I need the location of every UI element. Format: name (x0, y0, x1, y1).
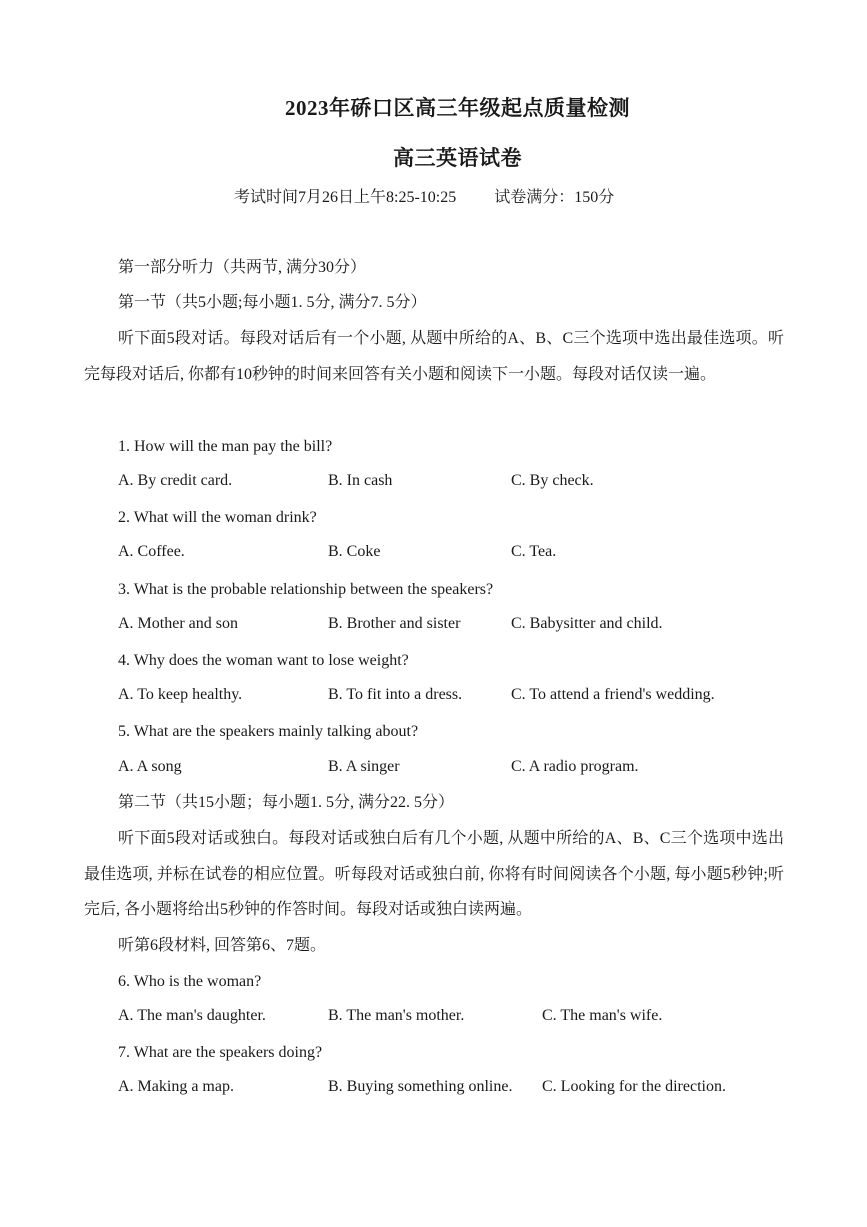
q3-option-b: B. Brother and sister (328, 615, 461, 632)
q4-option-c: C. To attend a friend's wedding. (511, 686, 715, 703)
exam-info (234, 184, 614, 207)
q6-option-c: C. The man's wife. (542, 1007, 663, 1024)
q4-option-a: A. To keep healthy. (118, 686, 243, 703)
question-1: 1. How will the man pay the bill? (118, 438, 333, 455)
question-4: 4. Why does the woman want to lose weight? (118, 652, 409, 669)
section1-instruction: 听下面5段对话。每段对话后有一个小题, 从题中所给的A、B、C三个选项中选出最佳选项。听完每段对话后, 你都有10秒钟的时间来回答有关小题和阅读下一小题。每段对话仅读一遍。 (84, 330, 784, 383)
q3-option-a: A. Mother and son (118, 615, 238, 632)
exam-time: 考试时间7月26日上午8:25-10:25 (234, 189, 457, 206)
q5-option-b: B. A singer (328, 758, 400, 775)
part1-heading: 第一部分听力（共两节, 满分30分） (118, 259, 367, 276)
question-3: 3. What is the probable relationship between the speakers? (118, 581, 494, 598)
q1-option-c: C. By check. (511, 472, 594, 489)
full-score: 试卷满分：150分 (494, 189, 615, 206)
question-5: 5. What are the speakers mainly talking about? (118, 723, 419, 740)
q4-option-b: B. To fit into a dress. (328, 686, 463, 703)
q2-option-a: A. Coffee. (118, 543, 185, 560)
q6-option-a: A. The man's daughter. (118, 1007, 266, 1024)
q7-option-c: C. Looking for the direction. (542, 1078, 726, 1095)
question-2: 2. What will the woman drink? (118, 509, 317, 526)
exam-subtitle: 高三英语试卷 (393, 146, 522, 170)
q7-option-b: B. Buying something online. (328, 1078, 513, 1095)
section1-heading: 第一节（共5小题;每小题1. 5分, 满分7. 5分） (118, 294, 427, 311)
q2-option-c: C. Tea. (511, 543, 557, 560)
question-7: 7. What are the speakers doing? (118, 1044, 323, 1061)
exam-title: 2023年硚口区高三年级起点质量检测 (285, 96, 630, 120)
q3-option-c: C. Babysitter and child. (511, 615, 663, 632)
q6-option-b: B. The man's mother. (328, 1007, 465, 1024)
q1-option-a: A. By credit card. (118, 472, 233, 489)
q5-option-c: C. A radio program. (511, 758, 639, 775)
q5-option-a: A. A song (118, 758, 182, 775)
material-note: 听第6段材料, 回答第6、7题。 (118, 937, 327, 954)
q1-option-b: B. In cash (328, 472, 393, 489)
q7-option-a: A. Making a map. (118, 1078, 234, 1095)
q2-option-b: B. Coke (328, 543, 381, 560)
question-6: 6. Who is the woman? (118, 973, 262, 990)
section2-heading: 第二节（共15小题；每小题1. 5分, 满分22. 5分） (118, 794, 455, 811)
section2-instruction: 听下面5段对话或独白。每段对话或独白后有几个小题, 从题中所给的A、B、C三个选项中选出最佳选项, 并标在试卷的相应位置。听每段对话或独白前, 你将有时间阅读各个小题, 每小题5秒钟;听完后, 各小题将给出5秒钟的作答时间。每段对话或独白读两遍。 (84, 830, 784, 918)
